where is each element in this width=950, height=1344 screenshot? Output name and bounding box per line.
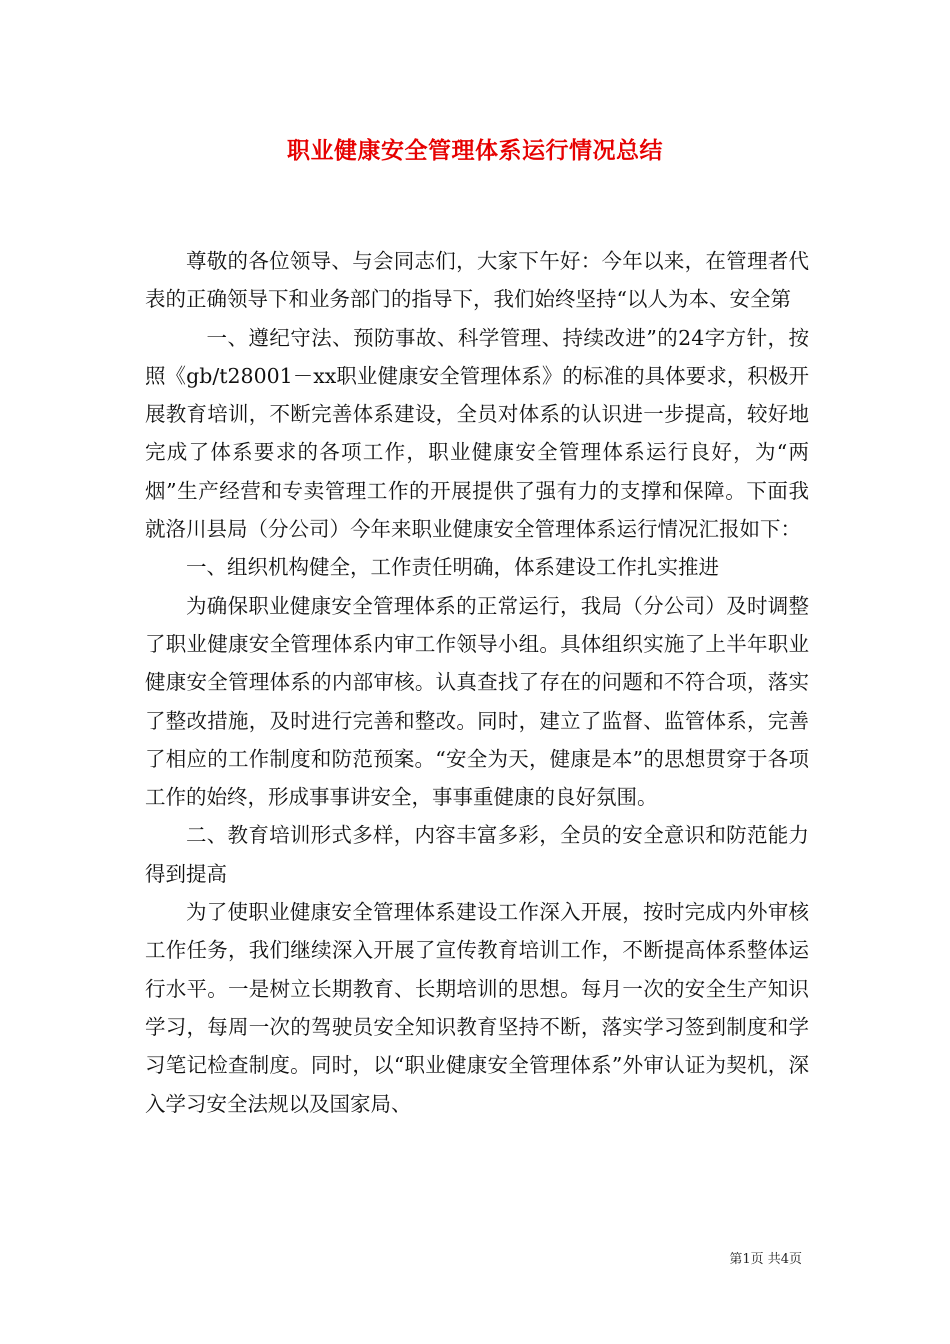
document-title: 职业健康安全管理体系运行情况总结: [287, 137, 663, 164]
section-heading-1: 一、组织机构健全，工作责任明确，体系建设工作扎实推进: [186, 555, 719, 580]
document-body: [145, 242, 809, 1123]
paragraph-section-2: 为了使职业健康安全管理体系建设工作深入开展，按时完成内外审核工作任务，我们继续深入开展了宣传教育培训工作，不断提高体系整体运行水平。一是树立长期教育、长期培训的思想。每月一次的安全生产知识学习，每周一次的驾驶员安全知识教育坚持不断，落实学习签到制度和学习笔记检查制度。同时，以“职业健康安全管理体系”外审认证为契机，深入学习安全法规以及国家局、: [145, 900, 809, 1116]
section-heading-2: 二、教育培训形式多样，内容丰富多彩，全员的安全意识和防范能力得到提高: [145, 823, 809, 886]
paragraph-policy: 一、遵纪守法、预防事故、科学管理、持续改进”的24字方针，按照《gb/t28001－xx职业健康安全管理体系》的标准的具体要求，积极开展教育培训，不断完善体系建设，全员对体系的认识进一步提高，较好地完成了体系要求的各项工作，职业健康安全管理体系运行良好，为“两烟”生产经营和专卖管理工作的开展提供了强有力的支撑和保障。下面我就洛川县局（分公司）今年来职业健康安全管理体系运行情况汇报如下：: [145, 325, 809, 542]
paragraph-section-1: 为确保职业健康安全管理体系的正常运行，我局（分公司）及时调整了职业健康安全管理体系内审工作领导小组。具体组织实施了上半年职业健康安全管理体系的内部审核。认真查找了存在的问题和不符合项，落实了整改措施，及时进行完善和整改。同时，建立了监督、监管体系，完善了相应的工作制度和防范预案。“安全为天，健康是本”的思想贯穿于各项工作的始终，形成事事讲安全，事事重健康的良好氛围。: [145, 593, 809, 810]
page-number: 第1页 共4页: [729, 1252, 802, 1267]
paragraph-greeting: 尊敬的各位领导、与会同志们，大家下午好：今年以来，在管理者代表的正确领导下和业务部门的指导下，我们始终坚持“以人为本、安全第: [145, 249, 809, 312]
